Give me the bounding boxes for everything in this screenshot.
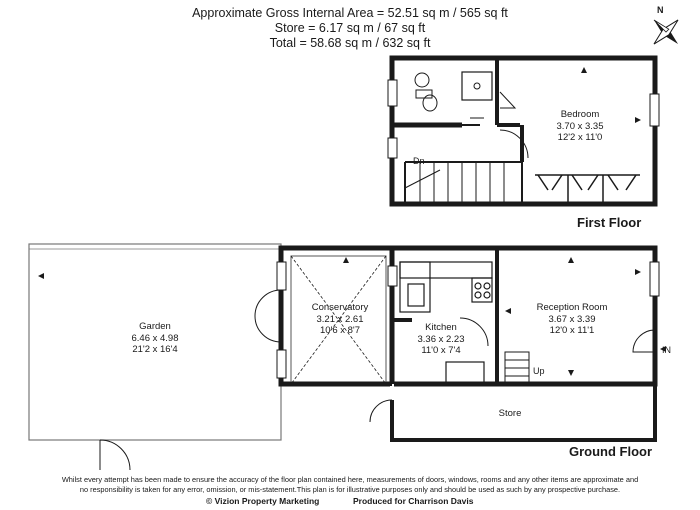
ground-floor-stairs-icon [505,352,529,384]
kitchen-counters [400,262,492,312]
reception-room-label [522,302,622,337]
disclaimer-line-2: no responsibility is taken for any error, omission, or mis-statement.This plan is for illustrative purposes only and should be used as such by any prospective purchase. [79,485,621,494]
disclaimer-line-1: Whilst every attempt has been made to ensure the accuracy of the floor plan contained here, measurements of doors, windows, rooms and any other items are approximate and [61,475,639,484]
wardrobes [535,175,640,204]
bedroom-label [540,109,620,144]
window [650,94,659,126]
window [277,350,286,378]
window [277,262,286,290]
reception-room-imperial: 12'0 x 11'1 [549,325,595,336]
garden-imperial: 21'2 x 16'4 [132,344,178,355]
ground-floor-label: Ground Floor [569,444,653,459]
store-door-arc [370,400,392,422]
stairs-up-label: Up [533,366,545,376]
stairs-down-label: Dn [413,156,425,166]
compass-north-label: N [657,5,664,15]
area-line-store: Store = 6.17 sq m / 67 sq ft [274,21,426,35]
shower-icon [462,72,492,100]
conservatory-imperial: 10'6 x 8'7 [319,325,361,336]
reception-room-metric: 3.67 x 3.39 [548,313,596,325]
area-line-total: Total = 58.68 sq m / 632 sq ft [269,36,431,50]
garden-name: Garden [139,321,171,332]
ground-floor-plan [29,244,666,470]
basin-icon [415,73,429,87]
bedroom-metric: 3.70 x 3.35 [556,120,604,132]
produced-for-credit: Produced for Charrison Davis [353,496,474,506]
entrance-label: IN [662,345,671,355]
copyright-credit: © Vizion Property Marketing [206,496,320,506]
window [388,80,397,106]
first-floor-stairs-icon [405,162,504,204]
garden-metric: 6.46 x 4.98 [131,332,179,344]
bedroom-name: Bedroom [560,109,600,120]
conservatory-name: Conservatory [311,302,369,313]
conservatory-metric: 3.21 x 2.61 [316,313,364,325]
kitchen-label [405,322,477,357]
toilet-icon [423,95,437,111]
store-label: Store [498,408,522,419]
kitchen-metric: 3.36 x 2.23 [417,333,465,345]
kitchen-imperial: 11'0 x 7'4 [421,345,461,356]
kitchen-name: Kitchen [425,322,457,333]
window [388,266,397,286]
first-floor-label: First Floor [577,215,642,230]
entrance-door-arc [633,330,655,352]
bedroom-imperial: 12'2 x 11'0 [557,132,603,143]
garden-label [110,321,200,356]
conservatory-label [300,302,380,337]
reception-room-name: Reception Room [536,302,608,313]
window [388,138,397,158]
window [650,262,659,296]
area-line-gross: Approximate Gross Internal Area = 52.51 sq m / 565 sq ft [192,6,508,20]
